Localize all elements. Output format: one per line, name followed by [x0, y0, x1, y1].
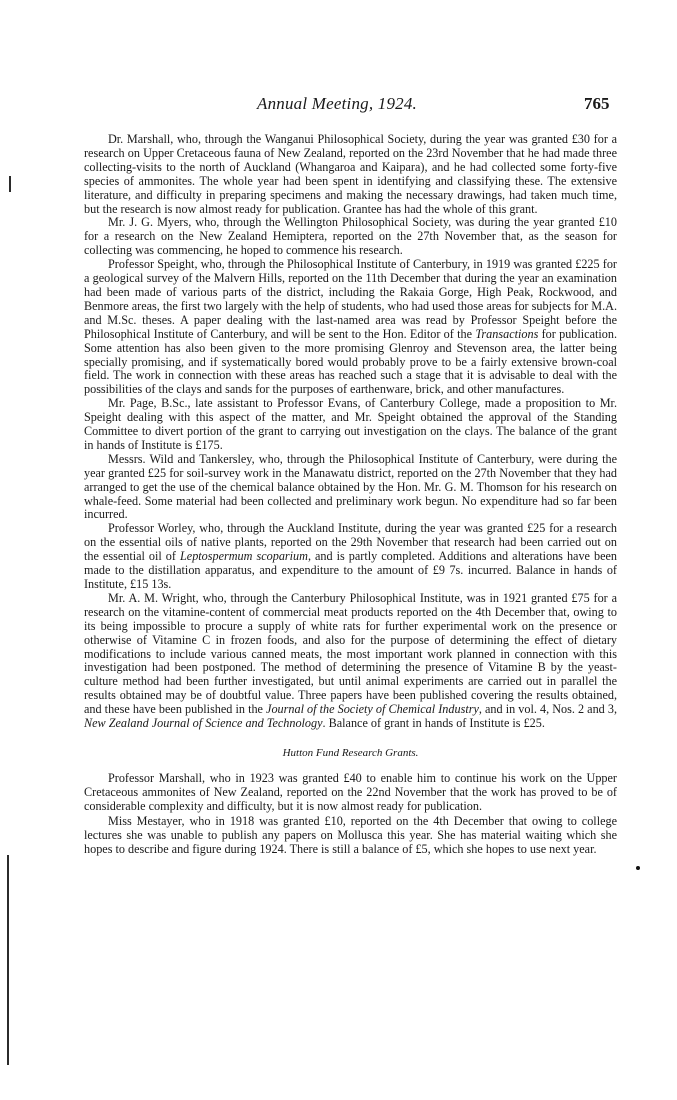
- paragraph: [84, 592, 617, 731]
- paragraph: [84, 522, 617, 592]
- page-number: 765: [584, 94, 610, 113]
- paragraph: [84, 397, 617, 453]
- italic-text: Journal of the Society of Chemical Industry: [266, 702, 479, 717]
- paragraph: [84, 258, 617, 397]
- text-run: for publication. Some attention has also been given to the more promising Glenroy and Stevenson area, the latter being specially promising, and if systematically bored would probably prove to be a fairly extensive brown-coal field. The work in connection with these areas has reached such a stage that it is advisable to deal with the possibilities of the clays and sands for the purposes of earthenware, brick, and other manufactures.: [84, 326, 617, 397]
- text-run: , and in vol. 4, Nos. 2 and 3,: [478, 702, 617, 717]
- text-run: Mr. A. M. Wright, who, through the Canterbury Philosophical Institute, was in 1921 granted £75 for a research on the vitamine-content of commercial meat products reported on the 4th December that, owing to its being impossible to procure a supply of white rats for further experimental work on the presence or otherwise of Vitamine C in frozen foods, and also for the purpose of determining the effect of dietary modifications to include various canned meats, the most important work planned in connection with this investigation had been postponed. The method of determining the presence of Vitamine B by the yeast-culture method had been further investigated, but until animal experiments are carried out in parallel the results obtained may be of doubtful value. Three papers have been published covering the results obtained, and these have been published in the: [84, 590, 617, 717]
- text-run: Professor Speight, who, through the Philosophical Institute of Canterbury, in 1919 was granted £225 for a geological survey of the Malvern Hills, reported on the 11th December that during the year an examination had been made of various parts of the district, including the Rakaia Gorge, High Peak, Rockwood, and Benmore areas, the first two largely with the help of students, who had used those areas for subjects for M.A. and M.Sc. theses. A paper dealing with the last-named area was read by Professor Speight before the Philosophical Institute of Canterbury, and will be sent to the Hon. Editor of the: [84, 257, 617, 341]
- text-run: . Balance of grant in hands of Institute is £25.: [322, 716, 545, 731]
- paragraph: [84, 771, 617, 814]
- italic-text: Transactions: [475, 326, 539, 341]
- text-run: Professor Worley, who, through the Auckland Institute, during the year was granted £25 for a research on the essential oils of native plants, reported on the 29th November that research had been carried out on the essential oil of: [84, 521, 617, 564]
- text-run: Miss Mestayer, who in 1918 was granted £10, reported on the 4th December that owing to college lectures she was unable to publish any papers on Mollusca this year. She has material waiting which she hopes to describe and figure during 1924. There is still a balance of £5, which she hopes to use next year.: [84, 813, 617, 857]
- paragraph: [84, 133, 617, 216]
- text-run: Messrs. Wild and Tankersley, who, through the Philosophical Institute of Canterbury, were during the year granted £25 for soil-survey work in the Manawatu district, reported on the 27th November that they had arranged to get the use of the chemical balance obtained by the Hon. Mr. G. M. Thomson for his research on whale-feed. Some material had been collected and preliminary work begun. No expenditure had so far been incurred.: [84, 451, 617, 522]
- text-run: Dr. Marshall, who, through the Wanganui Philosophical Society, during the year was granted £30 for a research on Upper Cretaceous fauna of New Zealand, reported on the 23rd November that he had made three collecting-visits to the north of Auckland (Whangaroa and Kaipara), and he had collected some forty-five species of ammonites. The whole year had been spent in identifying and classifying these. The extensive literature, and difficulty in preparing specimens and making the necessary drawings, had taken much time, but the research is now almost ready for publication. Grantee has had the whole of this grant.: [84, 132, 617, 216]
- scan-edge-mark: [9, 176, 11, 192]
- hutton-fund-reports: [84, 771, 617, 857]
- paragraph: [84, 216, 617, 258]
- text-run: Mr. Page, B.Sc., late assistant to Professor Evans, of Canterbury College, made a proposition to Mr. Speight dealing with this aspect of the matter, and Mr. Speight obtained the approval of the Standing Committee to divert portion of the grant to carrying out investigation on the clays. The balance of the grant in hands of Institute is £175.: [84, 396, 617, 452]
- section-title: Hutton Fund Research Grants.: [282, 746, 419, 759]
- running-title: Annual Meeting, 1924.: [257, 94, 418, 113]
- scan-edge-mark: [7, 855, 9, 1065]
- paragraph: [84, 453, 617, 523]
- text-run: Mr. J. G. Myers, who, through the Wellington Philosophical Society, was during the year granted £10 for a research on the New Zealand Hemiptera, reported on the 27th November that, as the season for collecting was commencing, he hoped to commence his research.: [84, 215, 617, 258]
- italic-text: Leptospermum scoparium: [180, 549, 308, 564]
- page-header: [0, 90, 677, 116]
- paragraph: [84, 814, 617, 857]
- text-run: Professor Marshall, who in 1923 was granted £40 to enable him to continue his work on the Upper Cretaceous ammonites of New Zealand, reported on the 22nd November that the work has proved to be of considerable complexity and difficulty, but it is now almost ready for publication.: [84, 770, 617, 814]
- grant-reports: [84, 133, 617, 731]
- body-text: [84, 133, 617, 857]
- italic-text: New Zealand Journal of Science and Technology: [84, 716, 323, 731]
- text-run: , and is partly completed. Additions and alterations have been made to the distillation apparatus, and expenditure to the amount of £9 7s. incurred. Balance in hands of Institute, £15 13s.: [84, 549, 617, 591]
- scan-speck: [636, 866, 640, 870]
